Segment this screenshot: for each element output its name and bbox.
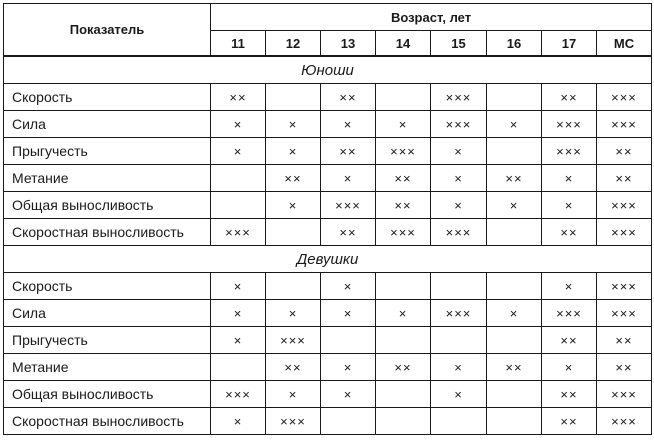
mark-cell: × bbox=[321, 381, 376, 408]
mark-cell: ×× bbox=[487, 165, 542, 192]
age-column-header: 17 bbox=[542, 31, 597, 57]
mark-cell: ××× bbox=[266, 408, 321, 435]
table-row bbox=[4, 165, 652, 192]
mark-cell: ×× bbox=[266, 354, 321, 381]
mark-cell: × bbox=[487, 192, 542, 219]
mark-cell: × bbox=[431, 192, 487, 219]
mark-cell: ×× bbox=[542, 219, 597, 246]
mark-cell: × bbox=[266, 192, 321, 219]
mark-cell bbox=[266, 273, 321, 300]
mark-cell: ××× bbox=[597, 219, 652, 246]
indicator-name: Скоростная выносливость bbox=[4, 219, 211, 246]
mark-cell: ××× bbox=[542, 111, 597, 138]
mark-cell bbox=[376, 408, 431, 435]
indicator-name: Метание bbox=[4, 165, 211, 192]
mark-cell: × bbox=[266, 138, 321, 165]
mark-cell bbox=[321, 408, 376, 435]
indicator-header: Показатель bbox=[4, 4, 211, 57]
age-column-header: МС bbox=[597, 31, 652, 57]
age-indicator-table bbox=[3, 3, 652, 435]
mark-cell bbox=[376, 273, 431, 300]
mark-cell: ××× bbox=[431, 111, 487, 138]
mark-cell: ××× bbox=[321, 192, 376, 219]
mark-cell: × bbox=[211, 327, 266, 354]
mark-cell: ××× bbox=[597, 84, 652, 111]
mark-cell: ××× bbox=[597, 300, 652, 327]
table-row bbox=[4, 327, 652, 354]
mark-cell bbox=[376, 84, 431, 111]
section-title: Юноши bbox=[4, 56, 652, 84]
indicator-name: Скорость bbox=[4, 273, 211, 300]
mark-cell: × bbox=[266, 111, 321, 138]
table-row bbox=[4, 219, 652, 246]
mark-cell: × bbox=[266, 300, 321, 327]
mark-cell: × bbox=[211, 273, 266, 300]
mark-cell: × bbox=[321, 273, 376, 300]
mark-cell: × bbox=[321, 354, 376, 381]
mark-cell: × bbox=[376, 300, 431, 327]
mark-cell: ××× bbox=[266, 327, 321, 354]
table-row bbox=[4, 138, 652, 165]
mark-cell: × bbox=[211, 111, 266, 138]
mark-cell bbox=[211, 165, 266, 192]
mark-cell: ××× bbox=[376, 138, 431, 165]
mark-cell: ×× bbox=[211, 84, 266, 111]
mark-cell: × bbox=[542, 165, 597, 192]
mark-cell: ×× bbox=[542, 381, 597, 408]
mark-cell: × bbox=[431, 138, 487, 165]
mark-cell: × bbox=[542, 192, 597, 219]
mark-cell: ×× bbox=[487, 354, 542, 381]
mark-cell bbox=[487, 138, 542, 165]
mark-cell: ×× bbox=[597, 327, 652, 354]
section-header-row bbox=[4, 246, 652, 273]
age-column-header: 11 bbox=[211, 31, 266, 57]
age-column-header: 15 bbox=[431, 31, 487, 57]
section-header-row bbox=[4, 56, 652, 84]
mark-cell: ×× bbox=[542, 408, 597, 435]
mark-cell: ××× bbox=[542, 300, 597, 327]
mark-cell: ××× bbox=[597, 408, 652, 435]
table-row bbox=[4, 408, 652, 435]
mark-cell: × bbox=[431, 354, 487, 381]
table-row bbox=[4, 111, 652, 138]
mark-cell bbox=[431, 273, 487, 300]
mark-cell: ×× bbox=[376, 165, 431, 192]
mark-cell: ××× bbox=[597, 111, 652, 138]
mark-cell: ×× bbox=[376, 354, 431, 381]
mark-cell: ××× bbox=[542, 138, 597, 165]
mark-cell: × bbox=[542, 354, 597, 381]
mark-cell bbox=[266, 219, 321, 246]
mark-cell: ×× bbox=[597, 165, 652, 192]
age-column-header: 16 bbox=[487, 31, 542, 57]
mark-cell bbox=[487, 273, 542, 300]
table-row bbox=[4, 84, 652, 111]
indicator-name: Скоростная выносливость bbox=[4, 408, 211, 435]
mark-cell: × bbox=[487, 111, 542, 138]
mark-cell bbox=[321, 327, 376, 354]
mark-cell: ××× bbox=[431, 84, 487, 111]
age-column-header: 14 bbox=[376, 31, 431, 57]
mark-cell bbox=[487, 219, 542, 246]
indicator-name: Сила bbox=[4, 300, 211, 327]
mark-cell: × bbox=[431, 165, 487, 192]
mark-cell bbox=[211, 192, 266, 219]
mark-cell: ×× bbox=[597, 138, 652, 165]
mark-cell: ××× bbox=[431, 300, 487, 327]
mark-cell: × bbox=[266, 381, 321, 408]
indicator-name: Прыгучесть bbox=[4, 138, 211, 165]
mark-cell: × bbox=[321, 300, 376, 327]
table-row bbox=[4, 381, 652, 408]
mark-cell: × bbox=[487, 300, 542, 327]
age-column-header: 12 bbox=[266, 31, 321, 57]
mark-cell bbox=[431, 327, 487, 354]
mark-cell: ××× bbox=[597, 273, 652, 300]
mark-cell: ×× bbox=[542, 327, 597, 354]
mark-cell: × bbox=[321, 165, 376, 192]
mark-cell bbox=[487, 381, 542, 408]
mark-cell: ×× bbox=[321, 84, 376, 111]
table-row bbox=[4, 192, 652, 219]
mark-cell: ×× bbox=[266, 165, 321, 192]
mark-cell: × bbox=[321, 111, 376, 138]
mark-cell: × bbox=[431, 381, 487, 408]
mark-cell: ×× bbox=[597, 354, 652, 381]
age-column-header: 13 bbox=[321, 31, 376, 57]
mark-cell bbox=[376, 381, 431, 408]
mark-cell: ×× bbox=[321, 219, 376, 246]
mark-cell: ×× bbox=[542, 84, 597, 111]
mark-cell bbox=[266, 84, 321, 111]
indicator-name: Сила bbox=[4, 111, 211, 138]
table-row bbox=[4, 300, 652, 327]
indicator-name: Общая выносливость bbox=[4, 381, 211, 408]
table-row bbox=[4, 354, 652, 381]
mark-cell: × bbox=[211, 300, 266, 327]
mark-cell: ××× bbox=[597, 381, 652, 408]
indicator-name: Метание bbox=[4, 354, 211, 381]
mark-cell: × bbox=[376, 111, 431, 138]
mark-cell: × bbox=[211, 408, 266, 435]
indicator-name: Общая выносливость bbox=[4, 192, 211, 219]
mark-cell: ××× bbox=[597, 192, 652, 219]
mark-cell bbox=[487, 327, 542, 354]
mark-cell: ×× bbox=[376, 192, 431, 219]
indicator-name: Прыгучесть bbox=[4, 327, 211, 354]
indicator-name: Скорость bbox=[4, 84, 211, 111]
mark-cell: × bbox=[542, 273, 597, 300]
mark-cell bbox=[211, 354, 266, 381]
mark-cell: ××× bbox=[376, 219, 431, 246]
mark-cell: ××× bbox=[211, 381, 266, 408]
mark-cell bbox=[431, 408, 487, 435]
age-header: Возраст, лет bbox=[211, 4, 652, 31]
mark-cell: ××× bbox=[431, 219, 487, 246]
table-row bbox=[4, 273, 652, 300]
mark-cell: ××× bbox=[211, 219, 266, 246]
mark-cell: ×× bbox=[321, 138, 376, 165]
mark-cell bbox=[376, 327, 431, 354]
mark-cell: × bbox=[211, 138, 266, 165]
mark-cell bbox=[487, 84, 542, 111]
mark-cell bbox=[487, 408, 542, 435]
section-title: Девушки bbox=[4, 246, 652, 273]
